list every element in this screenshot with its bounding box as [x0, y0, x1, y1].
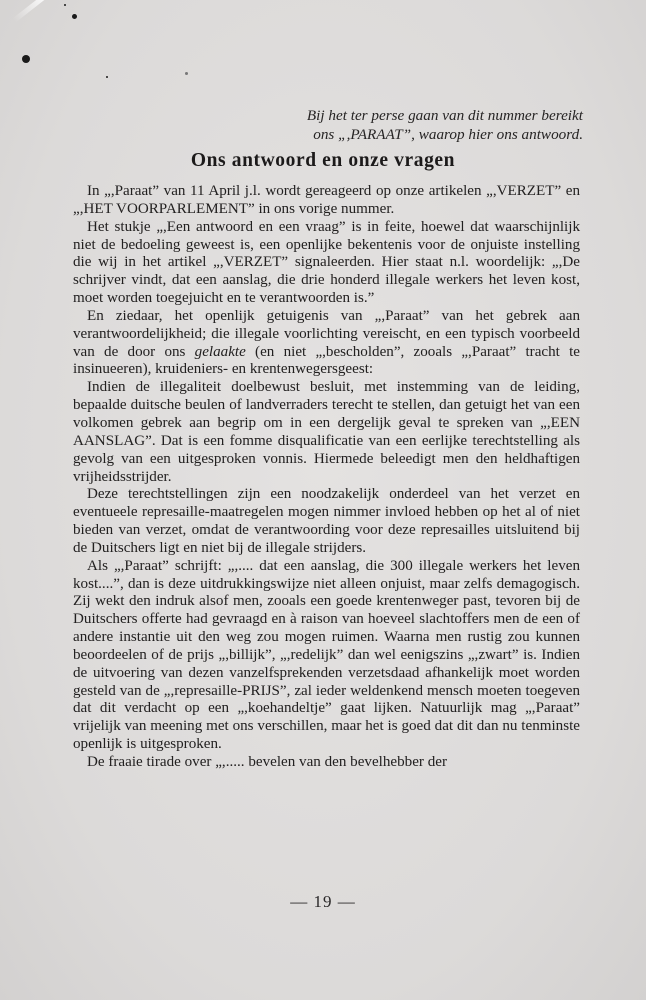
ink-spot	[185, 72, 188, 75]
paragraph: Deze terechtstellingen zijn een noodzakelijk onderdeel van het verzet en eventueele represaille-maatregelen mogen nimmer invloed hebben op het al of niet bieden van verzet, omdat de verantwoording voor deze represailles uitsluitend bij de Duitschers ligt en niet bij de illegale strijders.	[73, 486, 580, 556]
editorial-note	[231, 106, 583, 144]
paragraph: Het stukje „,Een antwoord en een vraag” is in feite, hoewel dat waarschijnlijk niet de bedoeling geweest is, een openlijke bekentenis voor de onjuiste instelling die wij in het artikel „,VERZET” signaleerden. Hier staat n.l. woordelijk: „,De schrijver vindt, dat een aanslag, die drie honderd illegale werkers het leven kost, moet worden toegejuicht en te verantwoorden is.”	[73, 218, 580, 307]
article-body	[73, 183, 580, 772]
paragraph: Indien de illegaliteit doelbewust besluit, met instemming van de leiding, bepaalde duitsche beulen of landverraders terecht te stellen, dan getuigt het van een volkomen gebrek aan begrip om in een dergelijk geval te spreken van „,EEN AANSLAG”. Dat is een fomme disqualificatie van een eerlijke terechtstelling als gevolg van een uitgesproken vonnis. Hiermede beleedigt men den heldhaftigen vrijheidsstrijder.	[73, 379, 580, 485]
paragraph: De fraaie tirade over „,..... bevelen van den bevelhebber der	[87, 754, 447, 770]
paragraph: In „,Paraat” van 11 April j.l. wordt gereageerd op onze artikelen „,VERZET” en „,HET VOORPARLEMENT” in ons vorige nummer.	[73, 183, 580, 217]
page-number: — 19 —	[290, 892, 356, 911]
paragraph	[73, 308, 580, 379]
scan-scratch	[12, 0, 70, 22]
editorial-note-line-1: Bij het ter perse gaan van dit nummer bereikt	[306, 107, 583, 124]
ink-spot	[22, 55, 30, 63]
emphasized-word: gelaakte	[194, 343, 246, 360]
ink-spot	[72, 14, 77, 19]
paragraph: Als „,Paraat” schrijft: „,.... dat een aanslag, die 300 illegale werkers het leven kost....”, dan is deze uitdrukkingswijze niet alleen onjuist, maar zelfs demagogisch. Zij wekt den indruk alsof men, zooals een goede krentenweger past, tevoren bij de Duitschers offerte had gevraagd en à raison van hoeveel slachtoffers men de een of andere instantie uit den weg zou mogen ruimen. Waarna men rustig zou kunnen beoordeelen of de prijs „,billijk”, „,redelijk” dan wel eenigszins „,zwart” is. Indien de uitvoering van dezen vanzelfsprekenden verzetsdaad afhankelijk moet worden gesteld van de „,represaille-PRIJS”, zal ieder weldenkend mensch moeten toegeven dat dit verdacht op een „,koehandeltje” gaat lijken. Natuurlijk mag „,Paraat” vrijelijk van meening met ons verschillen, maar het is goed dat dit dan nu tenminste openlijk is uitgesproken.	[73, 557, 580, 753]
paragraph-text: En ziedaar, het openlijk getuigenis van „,Paraat” van het gebrek aan verantwoordelijkheid; die illegale voorlichting vereischt, en een typisch voorbeeld van de door ons	[73, 307, 580, 360]
article-title: Ons antwoord en onze vragen	[190, 150, 456, 171]
ink-spot	[106, 76, 108, 78]
paragraph-text: (en niet „,bescholden”, zooals „,Paraat” tracht te insinueeren), kruideniers- en krentenwegersgeest:	[73, 343, 580, 378]
ink-spot	[64, 4, 66, 6]
editorial-note-line-2: ons „,PARAAT”, waarop hier ons antwoord.	[313, 126, 583, 143]
